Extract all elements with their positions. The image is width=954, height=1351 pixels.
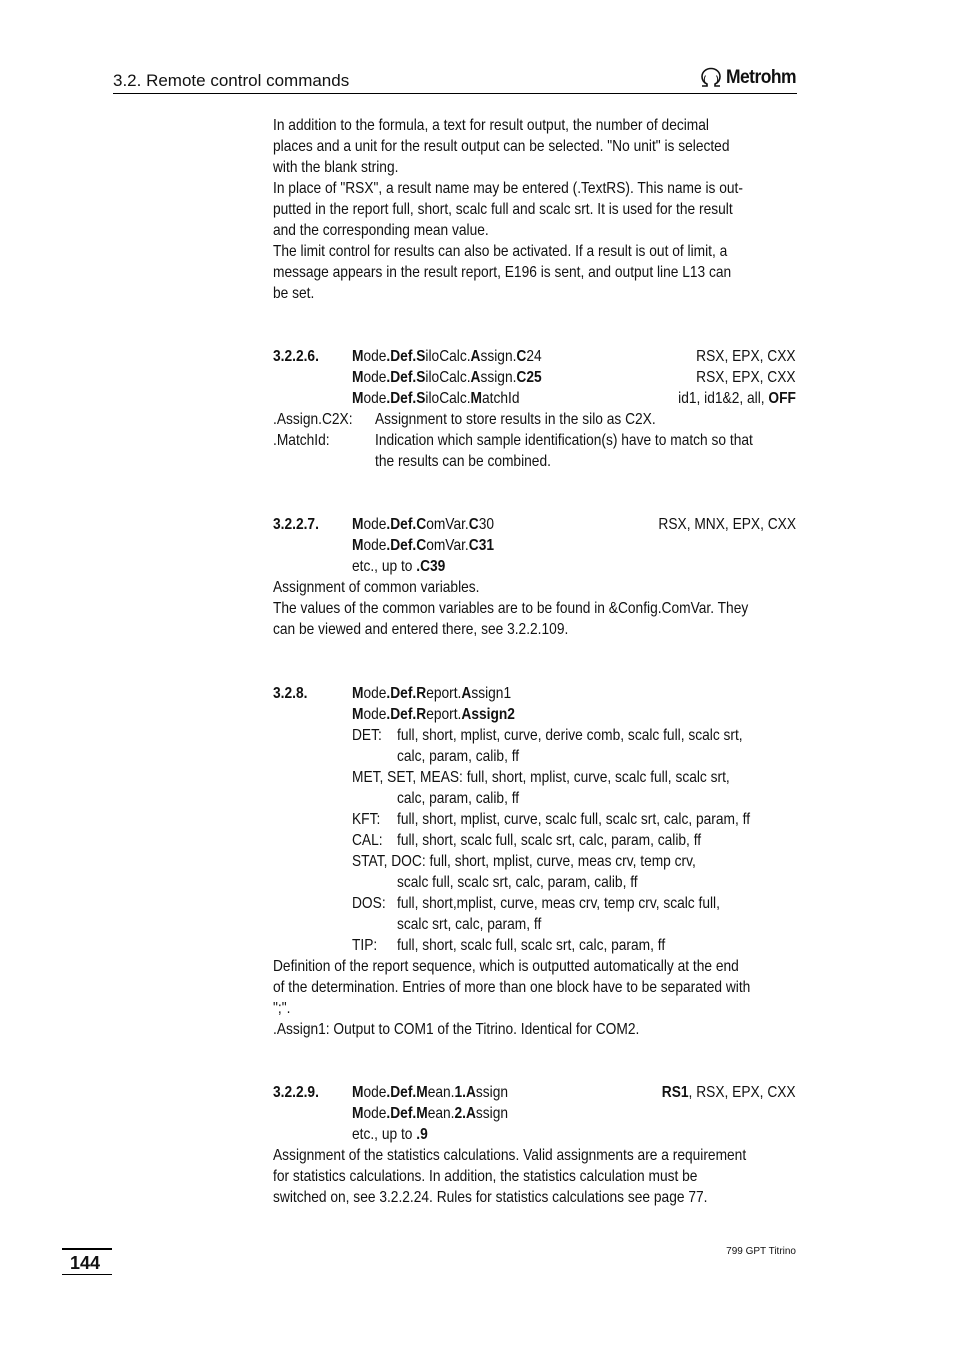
intro-line: putted in the report full, short, scalc full and scalc srt. It is used for the result [273,201,733,218]
intro-line: message appears in the result report, E196 is sent, and output line L13 can [273,264,732,281]
text-segment: ode [363,1084,387,1101]
body-line: Definition of the report sequence, which is outputted automatically at the end [273,958,739,975]
command-line [352,1103,508,1124]
header-rule [113,93,797,94]
text-segment: RSX, EPX, CXX [696,369,796,386]
bold-segment: C [468,516,479,533]
text-segment: ode [363,390,387,407]
command-params [697,346,796,367]
report-list-value: scalc full, scalc srt, calc, param, calib, ff [397,874,638,891]
command-params [662,1082,796,1103]
text-segment: omVar. [426,516,469,533]
footer-rule [62,1274,112,1275]
text-segment: ssign. [480,348,517,365]
text-segment: ode [363,1105,387,1122]
bold-segment: .Def.M [386,1105,428,1122]
bold-segment: M [352,390,364,407]
intro-line: In addition to the formula, a text for result output, the number of decimal [273,117,709,134]
body-line: can be viewed and entered there, see 3.2.2.109. [273,621,569,638]
command-params [697,367,796,388]
text-segment: ode [363,369,387,386]
report-list-term: MET, SET, MEAS: full, short, mplist, curve, scalc full, scalc srt, [352,769,730,786]
text-segment: omVar. [426,537,469,554]
intro-line: places and a unit for the result output can be selected. "No unit" is selected [273,138,730,155]
text-segment: 30 [478,516,495,533]
omega-icon [699,67,723,89]
report-list-term: TIP: [352,937,378,954]
body-line: Assignment of common variables. [273,579,480,596]
text-segment: eport. [426,706,462,723]
bold-segment: OFF [768,390,796,407]
bold-segment: .Def.S [386,369,426,386]
report-list-term: KFT: [352,811,381,828]
command-line [352,535,494,556]
report-list-value: calc, param, calib, ff [397,748,520,765]
bold-segment: Assign2 [461,706,515,723]
body-line: .Assign1: Output to COM1 of the Titrino. Identical for COM2. [273,1021,640,1038]
brand-logo [699,66,802,90]
text-segment: iloCalc. [425,348,471,365]
report-list-term: STAT, DOC: full, short, mplist, curve, meas crv, temp crv, [352,853,696,870]
body-line: switched on, see 3.2.2.24. Rules for statistics calculations see page 77. [273,1189,708,1206]
report-list-value: full, short, scalc full, scalc srt, calc, param, ff [397,937,666,954]
definition-text: Assignment to store results in the silo as C2X. [375,411,656,428]
bold-segment: C25 [516,369,542,386]
body-line: of the determination. Entries of more than one block have to be separated with [273,979,751,996]
definition-term: .MatchId: [273,432,330,449]
text-segment: 24 [526,348,542,365]
bold-segment: 2.A [454,1105,476,1122]
intro-line: with the blank string. [273,159,399,176]
text-segment: etc., up to [352,1126,417,1143]
body-line: The values of the common variables are to be found in &Config.ComVar. They [273,600,749,617]
report-list-value: full, short, scalc full, scalc srt, calc, param, calib, ff [397,832,702,849]
text-segment: ean. [427,1105,455,1122]
intro-line: In place of "RSX", a result name may be entered (.TextRS). This name is out- [273,180,743,197]
bold-segment: M [352,537,364,554]
command-line [352,514,494,535]
bold-segment: .Def.S [386,348,426,365]
bold-segment: .Def.R [386,685,427,702]
command-line [352,367,542,388]
brand-name: Metrohm [726,67,796,88]
bold-segment: M [352,369,364,386]
bold-segment: RS1 [662,1084,689,1101]
text-segment: etc., up to [352,558,417,575]
definition-text: the results can be combined. [375,453,551,470]
bold-segment: .9 [416,1126,428,1143]
bold-segment: M [352,1105,364,1122]
bold-segment: M [352,348,364,365]
section-number: 3.2.8. [273,685,308,702]
text-segment: eport. [426,685,462,702]
bold-segment: A [470,348,481,365]
text-segment: ode [363,685,387,702]
bold-segment: 1.A [454,1084,476,1101]
text-segment: iloCalc. [425,369,471,386]
text-segment: ssign [475,1105,509,1122]
bold-segment: .Def.C [386,537,427,554]
bold-segment: C31 [468,537,495,554]
bold-segment: A [470,369,481,386]
text-segment: atchId [482,390,520,407]
command-line [352,346,542,367]
text-segment: ean. [427,1084,455,1101]
body-line: for statistics calculations. In addition, the statistics calculation must be [273,1168,698,1185]
text-segment: ssign1 [471,685,512,702]
command-line [352,1124,428,1145]
bold-segment: .Def.S [386,390,426,407]
intro-line: The limit control for results can also be activated. If a result is out of limit, a [273,243,728,260]
body-line: ";". [273,1000,291,1017]
bold-segment: M [352,706,364,723]
text-segment: RSX, EPX, CXX [696,348,796,365]
report-list-value: scalc srt, calc, param, ff [397,916,542,933]
command-params [658,514,796,535]
intro-line: be set. [273,285,315,302]
intro-line: and the corresponding mean value. [273,222,489,239]
running-header: 3.2. Remote control commands [113,71,350,90]
bold-segment: M [352,516,364,533]
page-number: 144 [70,1253,101,1273]
report-list-term: DET: [352,727,382,744]
bold-segment: C [516,348,527,365]
text-segment: ssign [475,1084,509,1101]
text-segment: , RSX, EPX, CXX [688,1084,796,1101]
bold-segment: A [461,685,472,702]
command-line [352,388,519,409]
bold-segment: .Def.C [386,516,427,533]
section-number: 3.2.2.6. [273,348,319,365]
report-list-value: calc, param, calib, ff [397,790,520,807]
bold-segment: .Def.M [386,1084,428,1101]
command-line [352,556,445,577]
command-line [352,683,511,704]
bold-segment: .C39 [416,558,446,575]
text-segment: iloCalc. [425,390,471,407]
footer-rule [62,1248,112,1250]
text-segment: RSX, MNX, EPX, CXX [658,516,796,533]
definition-term: .Assign.C2X: [273,411,353,428]
bold-segment: M [470,390,483,407]
report-list-term: DOS: [352,895,386,912]
bold-segment: M [352,1084,364,1101]
section-number: 3.2.2.9. [273,1084,319,1101]
text-segment: ssign. [480,369,517,386]
text-segment: ode [363,706,387,723]
definition-text: Indication which sample identification(s) have to match so that [375,432,753,449]
text-segment: ode [363,516,387,533]
report-list-value: full, short,mplist, curve, meas crv, temp crv, scalc full, [397,895,720,912]
text-segment: id1, id1&2, all, [678,390,769,407]
report-list-value: full, short, mplist, curve, scalc full, scalc srt, calc, param, ff [397,811,751,828]
command-line [352,704,515,725]
report-list-value: full, short, mplist, curve, derive comb, scalc full, scalc srt, [397,727,743,744]
command-params [678,388,796,409]
body-line: Assignment of the statistics calculations. Valid assignments are a requirement [273,1147,747,1164]
bold-segment: .Def.R [386,706,427,723]
section-number: 3.2.2.7. [273,516,319,533]
bold-segment: M [352,685,364,702]
product-name: 799 GPT Titrino [726,1246,796,1257]
text-segment: ode [363,348,387,365]
text-segment: ode [363,537,387,554]
command-line [352,1082,508,1103]
report-list-term: CAL: [352,832,383,849]
